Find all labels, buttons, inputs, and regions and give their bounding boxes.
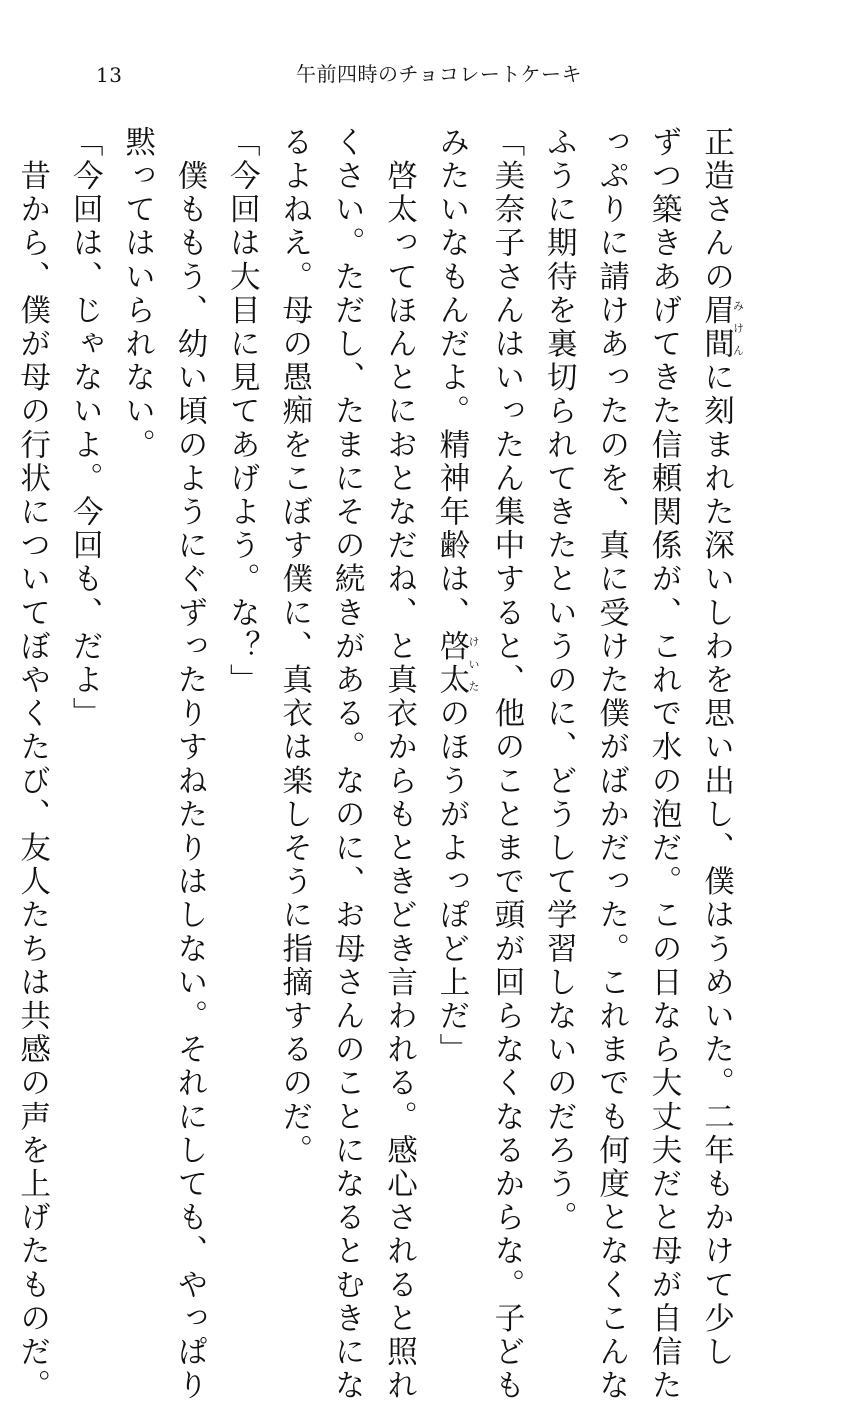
furigana: みけん [731,294,745,362]
text-line: るよねえ。母の愚痴をこぼす僕に、真衣は楽しそうに指摘するのだ。 [276,126,312,1168]
text-line: 黙ってはいられない。 [119,126,155,462]
text-line: 「今回は、じゃないよ。今回も、だよ」 [67,126,103,731]
text-line: くさい。ただし、たまにその続きがある。なのに、お母さんのことになるとむきにな [329,126,365,1403]
text-line: 正造さんの眉間みけんに刻まれた深いしわを思い出し、僕はうめいた。二年もかけて少し [698,126,745,1370]
text-line: 「美奈子さんはいったん集中すると、他のことまで頭が回らなくなるからな。子ども [488,126,524,1403]
text-line: っぷりに請けあったのを、真に受けた僕がばかだった。これまでも何度となくこんな [593,126,629,1403]
text-line: 昔から、僕が母の行状についてぼやくたび、友人たちは共感の声を上げたものだ。 [14,126,50,1403]
text-line: ふうに期待を裏切られてきたというのに、どうして学習しないのだろう。 [541,126,577,1235]
text-line: みたいなもんだよ。精神年齢は、啓太けいたのほうがよっぽど上だ」 [433,126,480,1067]
running-title: 午前四時のチョコレートケーキ [296,62,582,86]
page-number: 13 [96,63,123,87]
ruby-annotation [698,294,745,362]
text-line: 僕ももう、幼い頃のようにぐずったりすねたりはしない。それにしても、やっぱり [171,126,207,1403]
text-line: 「今回は大目に見てあげよう。な？」 [224,126,260,698]
text-line: ずつ築きあげてきた信頼関係が、これで水の泡だ。この日なら大丈夫だと母が自信た [646,126,682,1403]
furigana: けいた [466,630,480,698]
ruby-annotation [433,630,480,698]
text-line: 啓太ってほんとにおとなだね、と真衣からもときどき言われる。感心されると照れ [381,126,417,1403]
ruby-base: 啓太 [433,630,469,698]
ruby-base: 眉間 [698,294,734,362]
body-text [0,126,745,1403]
